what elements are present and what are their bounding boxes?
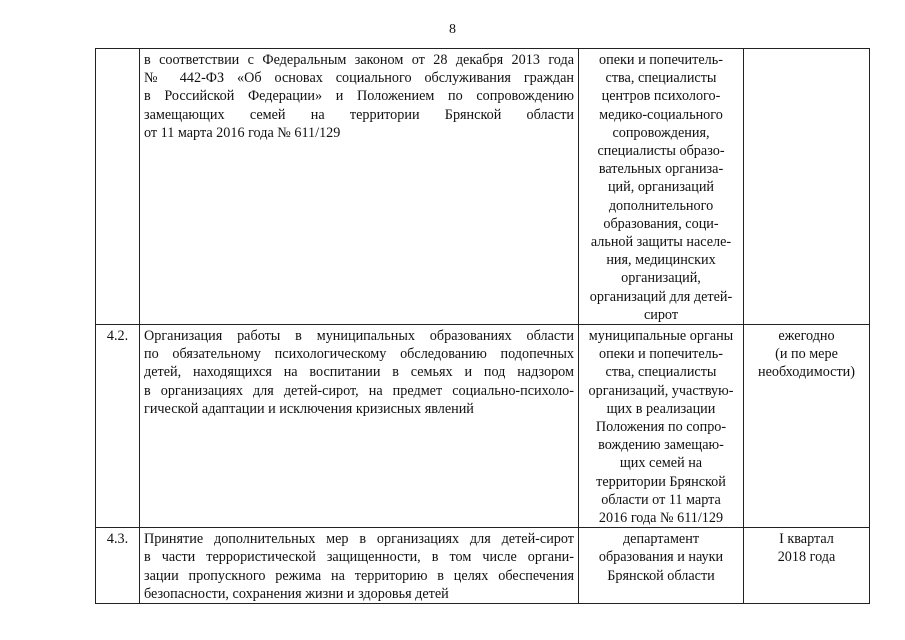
table-row (96, 325, 870, 528)
event-text-line: замещающих семей на территории Брянской области (144, 106, 574, 123)
executor-text-line: организаций, (621, 270, 701, 287)
executor-text-line: образования, соци- (603, 215, 719, 232)
executor-text-line: 2016 года № 611/129 (598, 510, 724, 527)
executor-text-line: вождению замещаю- (598, 437, 724, 454)
event-description-cell (140, 528, 579, 604)
executor-text-line: образования и науки (598, 549, 724, 566)
event-text-line: безопасности, сохранения жизни и здоровья детей (144, 585, 449, 602)
deadline-cell (744, 528, 870, 604)
table-row (96, 49, 870, 325)
executor-text-line: вательных организа- (598, 161, 724, 178)
event-text-line: по обязательному психологическому обследованию подопечных (144, 346, 574, 363)
event-text-line: Организация работы в муниципальных образованиях области (144, 328, 574, 345)
event-text-line: от 11 марта 2016 года № 611/129 (144, 124, 341, 141)
executor-text-line: территории Брянской (596, 473, 726, 490)
executor-cell (579, 49, 744, 325)
executor-text-line: муниципальные органы (588, 328, 734, 345)
deadline-cell (744, 49, 870, 325)
deadline-text-line: I квартал (779, 531, 834, 548)
item-number-cell: 4.2. (96, 325, 140, 528)
executor-text-line: альной защиты населе- (590, 234, 732, 251)
event-text-line: № 442-ФЗ «Об основах социального обслуживания граждан (144, 70, 574, 87)
executor-text-line: щих семей на (619, 455, 703, 472)
table-row (96, 528, 870, 604)
executor-text-line: Положения по сопро- (595, 419, 727, 436)
deadline-text-line: ежегодно (778, 328, 835, 345)
event-description-cell (140, 325, 579, 528)
event-description-cell (140, 49, 579, 325)
executor-text-line: ства, специалисты (605, 70, 717, 87)
executor-text-line: области от 11 марта (601, 491, 721, 508)
executor-text-line: медико-социального (599, 106, 723, 123)
executor-text-line: организаций для детей- (589, 288, 733, 305)
executor-text-line: Брянской области (607, 567, 715, 584)
activity-plan-table (95, 48, 870, 604)
executor-text-line: дополнительного (608, 197, 714, 214)
executor-text-line: щих в реализации (606, 400, 716, 417)
executor-text-line: организаций, участвую- (588, 382, 734, 399)
event-text-line: гической адаптации и исключения кризисных явлений (144, 400, 474, 417)
executor-text-line: ций, организаций (607, 179, 715, 196)
deadline-cell (744, 325, 870, 528)
executor-text-line: специалисты образо- (597, 143, 725, 160)
executor-cell (579, 325, 744, 528)
deadline-text-line: (и по мере (775, 346, 838, 363)
event-text-line: зации пропускного режима на территорию в целях обеспечения (144, 567, 574, 584)
executor-text-line: сирот (643, 306, 679, 323)
executor-text-line: центров психолого- (601, 88, 721, 105)
item-number-cell (96, 49, 140, 325)
deadline-text-line: необходимости) (758, 364, 855, 381)
executor-text-line: ния, медицинских (606, 252, 716, 269)
event-text-line: в Российской Федерации» и Положением по сопровождению (144, 88, 574, 105)
executor-text-line: опеки и попечитель- (599, 346, 723, 363)
executor-text-line: сопровождения, (612, 124, 710, 141)
event-text-line: Принятие дополнительных мер в организациях для детей-сирот (144, 531, 574, 548)
event-text-line: детей, находящихся на воспитании в семьях и под надзором (144, 364, 574, 381)
event-text-line: в части террористической защищенности, в том числе органи- (144, 549, 574, 566)
executor-text-line: ства, специалисты (605, 364, 717, 381)
page-number: 8 (449, 22, 456, 37)
deadline-text-line: 2018 года (777, 549, 836, 566)
event-text-line: в организациях для детей-сирот, на предмет социально-психоло- (144, 382, 574, 399)
executor-cell (579, 528, 744, 604)
event-text-line: в соответствии с Федеральным законом от 28 декабря 2013 года (144, 52, 574, 68)
item-number-cell: 4.3. (96, 528, 140, 604)
executor-text-line: департамент (622, 531, 700, 548)
executor-text-line: опеки и попечитель- (599, 52, 723, 68)
